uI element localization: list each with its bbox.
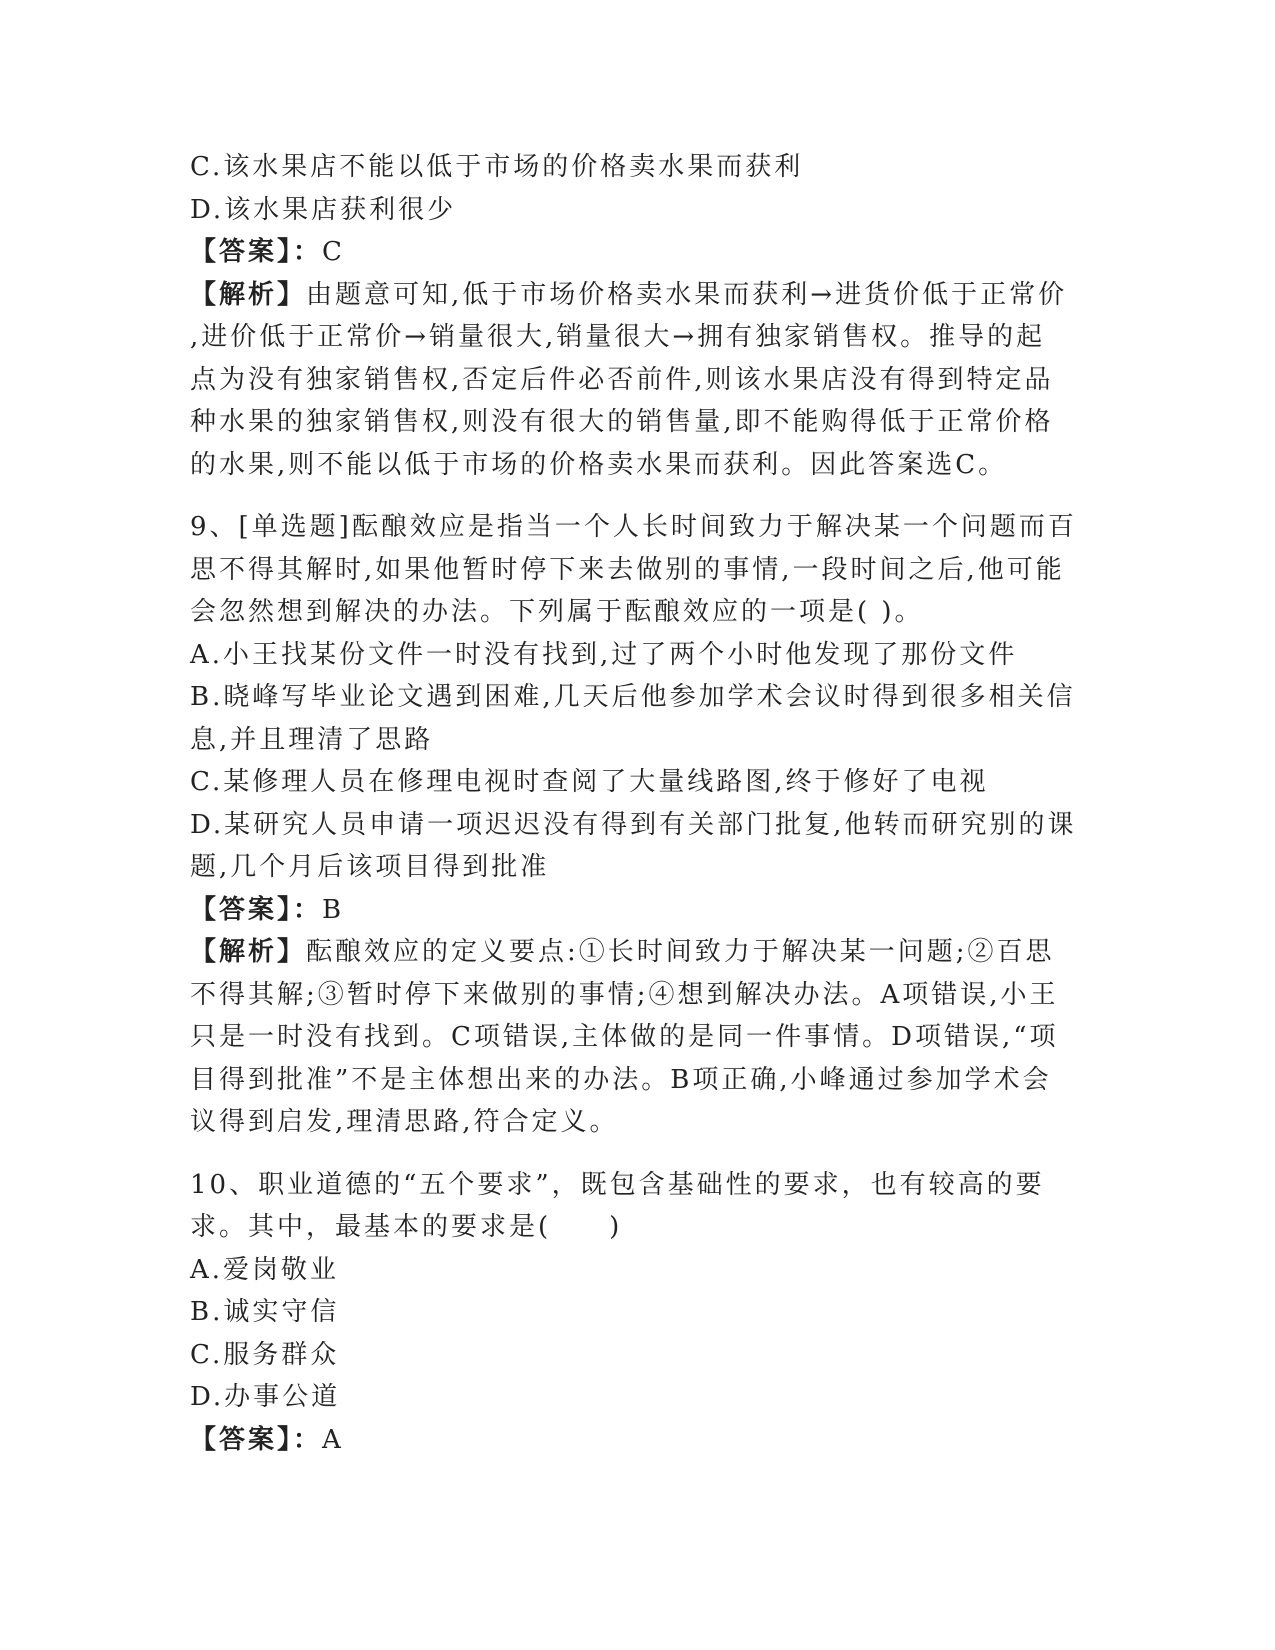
question-stem: 会忽然想到解决的办法。下列属于酝酿效应的一项是( )。 <box>190 597 924 627</box>
analysis-line: 不得其解;③暂时停下来做别的事情;④想到解决办法。A项错误,小王 <box>190 979 1059 1010</box>
analysis-line: 的水果,则不能以低于市场的价格卖水果而获利。因此答案选C。 <box>190 449 1008 480</box>
option-b: B.晓峰写毕业论文遇到困难,几天后他参加学术会议时得到很多相关信 <box>190 682 1076 712</box>
answer-value: B <box>322 894 345 925</box>
analysis-line: ,进价低于正常价→销量很大,销量很大→拥有独家销售权。推导的起 <box>190 322 1046 352</box>
answer-separator: ： <box>293 894 323 925</box>
question-10 <box>190 1164 1090 1462</box>
option-a: A.爱岗敬业 <box>190 1254 340 1285</box>
answer-line <box>190 889 1090 932</box>
analysis-tag: 【解析】 <box>190 937 307 967</box>
question-stem: 求。其中，最基本的要求是( ) <box>190 1212 623 1242</box>
option-d: D.该水果店获利很少 <box>190 194 457 225</box>
question-stem: 10、职业道德的“五个要求”，既包含基础性的要求，也有较高的要 <box>190 1169 1045 1200</box>
answer-tag: 【答案】 <box>190 1424 294 1455</box>
spacer <box>190 486 1090 506</box>
option-a: A.小王找某份文件一时没有找到,过了两个小时他发现了那份文件 <box>190 639 1018 670</box>
analysis-text: 由题意可知,低于市场价格卖水果而获利→进货价低于正常价 <box>306 279 1068 310</box>
analysis-line: 点为没有独家销售权,否定后件必否前件,则该水果店没有得到特定品 <box>190 364 1054 395</box>
question-stem: 思不得其解时,如果他暂时停下来去做别的事情,一段时间之后,他可能 <box>190 554 1065 585</box>
option-c: C.该水果店不能以低于市场的价格卖水果而获利 <box>190 152 804 182</box>
answer-tag: 【答案】 <box>190 237 294 267</box>
analysis-tag: 【解析】 <box>190 279 307 310</box>
analysis-text: 酝酿效应的定义要点:①长时间致力于解决某一问题;②百思 <box>306 937 1055 967</box>
analysis-line: 只是一时没有找到。C项错误,主体做的是同一件事情。D项错误,“项 <box>190 1022 1059 1052</box>
analysis-line: 议得到启发,理清思路,符合定义。 <box>190 1107 619 1137</box>
analysis-line: 种水果的独家销售权,则没有很大的销售量,即不能购得低于正常价格 <box>190 407 1054 437</box>
option-c: C.服务群众 <box>190 1339 340 1370</box>
option-c: C.某修理人员在修理电视时查阅了大量线路图,终于修好了电视 <box>190 767 989 797</box>
option-d: D.某研究人员申请一项迟迟没有得到有关部门批复,他转而研究别的课 <box>190 809 1077 840</box>
answer-value: C <box>322 237 345 267</box>
analysis-line <box>190 274 1090 317</box>
option-b: B.诚实守信 <box>190 1297 340 1327</box>
question-9 <box>190 506 1090 1144</box>
answer-separator: ： <box>293 1424 323 1455</box>
question-8-tail <box>190 146 1090 486</box>
answer-line <box>190 231 1090 274</box>
document-page <box>190 146 1090 1461</box>
analysis-line: 目得到批准”不是主体想出来的办法。B项正确,小峰通过参加学术会 <box>190 1064 1052 1095</box>
answer-separator: ： <box>293 237 323 267</box>
question-stem: 9、[单选题]酝酿效应是指当一个人长时间致力于解决某一个问题而百 <box>190 512 1077 542</box>
option-b-continued: 息,并且理清了思路 <box>190 724 434 755</box>
answer-tag: 【答案】 <box>190 894 294 925</box>
answer-value: A <box>322 1424 344 1455</box>
option-d-continued: 题,几个月后该项目得到批准 <box>190 852 550 882</box>
answer-line <box>190 1419 1090 1462</box>
analysis-line <box>190 931 1090 974</box>
option-d: D.办事公道 <box>190 1382 341 1412</box>
spacer <box>190 1144 1090 1164</box>
